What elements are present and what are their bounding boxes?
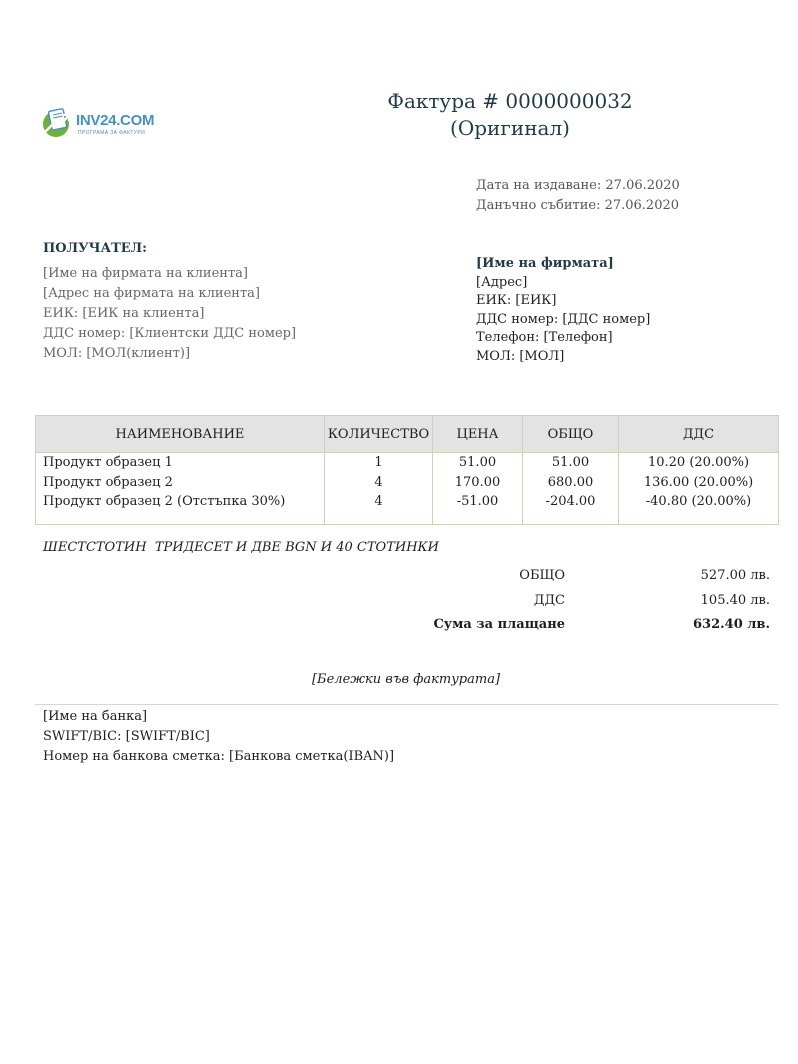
recipient-mol: МОЛ: [МОЛ(клиент)] xyxy=(43,346,191,361)
bank-account: Номер на банкова сметка: [Банкова сметка(IBAN)] xyxy=(43,749,395,764)
company-logo xyxy=(40,105,155,141)
logo-mark-icon xyxy=(40,105,74,139)
cell-vat: 10.20 (20.00%) xyxy=(619,453,779,475)
logo-tagline: ПРОГРАМА ЗА ФАКТУРИ xyxy=(78,130,146,136)
vat-total-label: ДДС xyxy=(533,593,565,608)
invoice-notes: [Бележки във фактурата] xyxy=(311,672,501,687)
recipient-address: [Адрес на фирмата на клиента] xyxy=(43,286,260,301)
cell-price: 51.00 xyxy=(433,453,523,475)
recipient-block xyxy=(43,264,296,364)
cell-quantity: 4 xyxy=(325,494,433,525)
cell-name: Продукт образец 1 xyxy=(36,453,325,475)
footer-divider xyxy=(35,704,778,705)
header-total: ОБЩО xyxy=(523,416,619,453)
invoice-copy-label: (Оригинал) xyxy=(450,116,570,140)
header-vat: ДДС xyxy=(619,416,779,453)
cell-total: -204.00 xyxy=(523,494,619,525)
issue-date: Дата на издаване: 27.06.2020 xyxy=(476,178,680,193)
vat-total-value: 105.40 лв. xyxy=(700,593,770,608)
cell-total: 680.00 xyxy=(523,475,619,495)
recipient-heading: ПОЛУЧАТЕЛ: xyxy=(43,241,147,256)
cell-name: Продукт образец 2 xyxy=(36,475,325,495)
tax-event-date: Данъчно събитие: 27.06.2020 xyxy=(476,198,680,213)
amount-due-value: 632.40 лв. xyxy=(692,617,770,632)
seller-block xyxy=(476,255,650,366)
recipient-vat: ДДС номер: [Клиентски ДДС номер] xyxy=(43,326,297,341)
seller-company: [Име на фирмата] xyxy=(476,256,614,271)
seller-vat: ДДС номер: [ДДС номер] xyxy=(476,311,651,327)
logo-brand: INV24.COM xyxy=(76,112,155,129)
cell-vat: 136.00 (20.00%) xyxy=(619,475,779,495)
amount-in-words: ШЕСТСТОТИН ТРИДЕСЕТ И ДВЕ BGN И 40 СТОТИНКИ xyxy=(43,540,439,555)
amount-due-label: Сума за плащане xyxy=(433,617,565,632)
header-price: ЦЕНА xyxy=(433,416,523,453)
bank-name: [Име на банка] xyxy=(43,709,148,724)
recipient-company: [Име на фирмата на клиента] xyxy=(43,266,248,281)
seller-eik: ЕИК: [ЕИК] xyxy=(476,293,557,308)
header-name: НАИМЕНОВАНИЕ xyxy=(36,416,325,453)
cell-price: -51.00 xyxy=(433,494,523,525)
subtotal-label: ОБЩО xyxy=(519,568,565,583)
cell-vat: -40.80 (20.00%) xyxy=(619,494,779,525)
seller-phone: Телефон: [Телефон] xyxy=(476,330,613,345)
seller-mol: МОЛ: [МОЛ] xyxy=(476,348,565,364)
cell-total: 51.00 xyxy=(523,453,619,475)
header-quantity: КОЛИЧЕСТВО xyxy=(325,416,433,453)
cell-quantity: 4 xyxy=(325,475,433,495)
table-header-row xyxy=(36,416,779,453)
invoice-title xyxy=(340,88,680,142)
cell-price: 170.00 xyxy=(433,475,523,495)
items-table xyxy=(35,415,779,525)
subtotal-value: 527.00 лв. xyxy=(700,568,770,583)
bank-swift: SWIFT/BIC: [SWIFT/BIC] xyxy=(43,729,210,744)
invoice-title-prefix: Фактура # xyxy=(387,89,500,113)
table-row xyxy=(36,475,779,495)
table-row xyxy=(36,494,779,525)
bank-details xyxy=(43,707,394,767)
cell-name: Продукт образец 2 (Отстъпка 30%) xyxy=(36,494,325,525)
table-row xyxy=(36,453,779,475)
invoice-number: 0000000032 xyxy=(505,89,633,113)
cell-quantity: 1 xyxy=(325,453,433,475)
recipient-eik: ЕИК: [ЕИК на клиента] xyxy=(43,306,205,321)
invoice-number-line xyxy=(340,88,680,115)
seller-address: [Адрес] xyxy=(476,274,528,290)
invoice-dates xyxy=(476,176,680,216)
